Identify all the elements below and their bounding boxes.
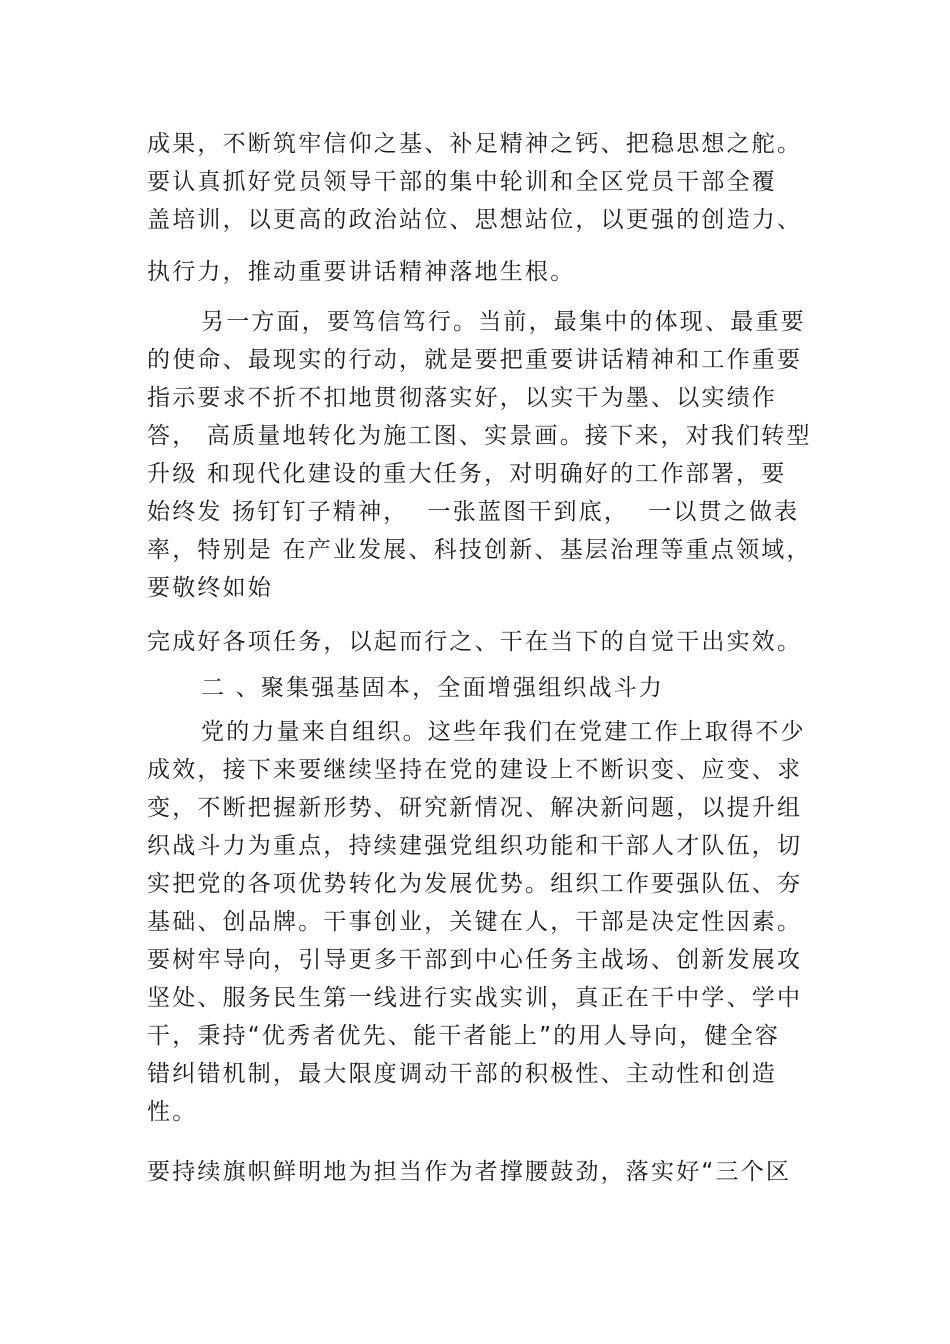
text-line: 错纠错机制，最大限度调动干部的积极性、主动性和创造 bbox=[147, 1061, 777, 1087]
text-line: 要认真抓好党员领导干部的集中轮训和全区党员干部全覆 bbox=[147, 169, 777, 195]
text-line: 始终发 扬钉钉子精神， 一张蓝图干到底， 一以贯之做表 bbox=[147, 499, 800, 525]
text-line: 率，特别是 在产业发展、科技创新、基层治理等重点领域， bbox=[147, 537, 812, 563]
text-line: 要敬终如始 bbox=[147, 575, 273, 601]
text-line: 答， 高质量地转化为施工图、实景画。接下来，对我们转型 bbox=[147, 423, 812, 449]
text-line: 织战斗力为重点，持续建强党组织功能和干部人才队伍，切 bbox=[147, 833, 803, 859]
paragraph-start-line: 党的力量来自组织。这些年我们在党建工作上取得不少 bbox=[201, 719, 806, 745]
text-line: 干，秉持“优秀者优先、能干者能上”的用人导向，健全容 bbox=[147, 1023, 781, 1049]
text-line: 变，不断把握新形势、研究新情况、解决新问题，以提升组 bbox=[147, 795, 803, 821]
text-line: 指示要求不折不扣地贯彻落实好，以实干为墨、以实绩作 bbox=[147, 385, 777, 411]
text-line: 完成好各项任务，以起而行之、干在当下的自觉干出实效。 bbox=[147, 629, 803, 655]
text-line: 的使命、最现实的行动，就是要把重要讲话精神和工作重要 bbox=[147, 347, 803, 373]
text-line: 成效，接下来要继续坚持在党的建设上不断识变、应变、求 bbox=[147, 757, 803, 783]
text-line: 要持续旗帜鲜明地为担当作为者撑腰鼓劲，落实好“三个区 bbox=[147, 1159, 792, 1185]
text-line: 要树牢导向，引导更多干部到中心任务主战场、创新发展攻 bbox=[147, 947, 803, 973]
text-line: 性。 bbox=[147, 1099, 198, 1125]
paragraph-start-line: 另一方面，要笃信笃行。当前，最集中的体现、最重要 bbox=[201, 309, 806, 335]
text-line: 执行力，推动重要讲话精神落地生根。 bbox=[147, 259, 576, 285]
text-line: 成果，不断筑牢信仰之基、补足精神之钙、把稳思想之舵。 bbox=[147, 131, 803, 157]
text-line: 升级 和现代化建设的重大任务，对明确好的工作部署，要 bbox=[147, 461, 787, 487]
text-line: 实把党的各项优势转化为发展优势。组织工作要强队伍、夯 bbox=[147, 871, 803, 897]
text-line: 坚处、服务民生第一线进行实战实训，真正在干中学、学中 bbox=[147, 985, 803, 1011]
text-line: 盖培训，以更高的政治站位、思想站位，以更强的创造力、 bbox=[147, 207, 803, 233]
text-line: 基础、创品牌。干事创业，关键在人，干部是决定性因素。 bbox=[147, 909, 803, 935]
section-heading: 二 、聚集强基固本，全面增强组织战斗力 bbox=[201, 675, 665, 701]
